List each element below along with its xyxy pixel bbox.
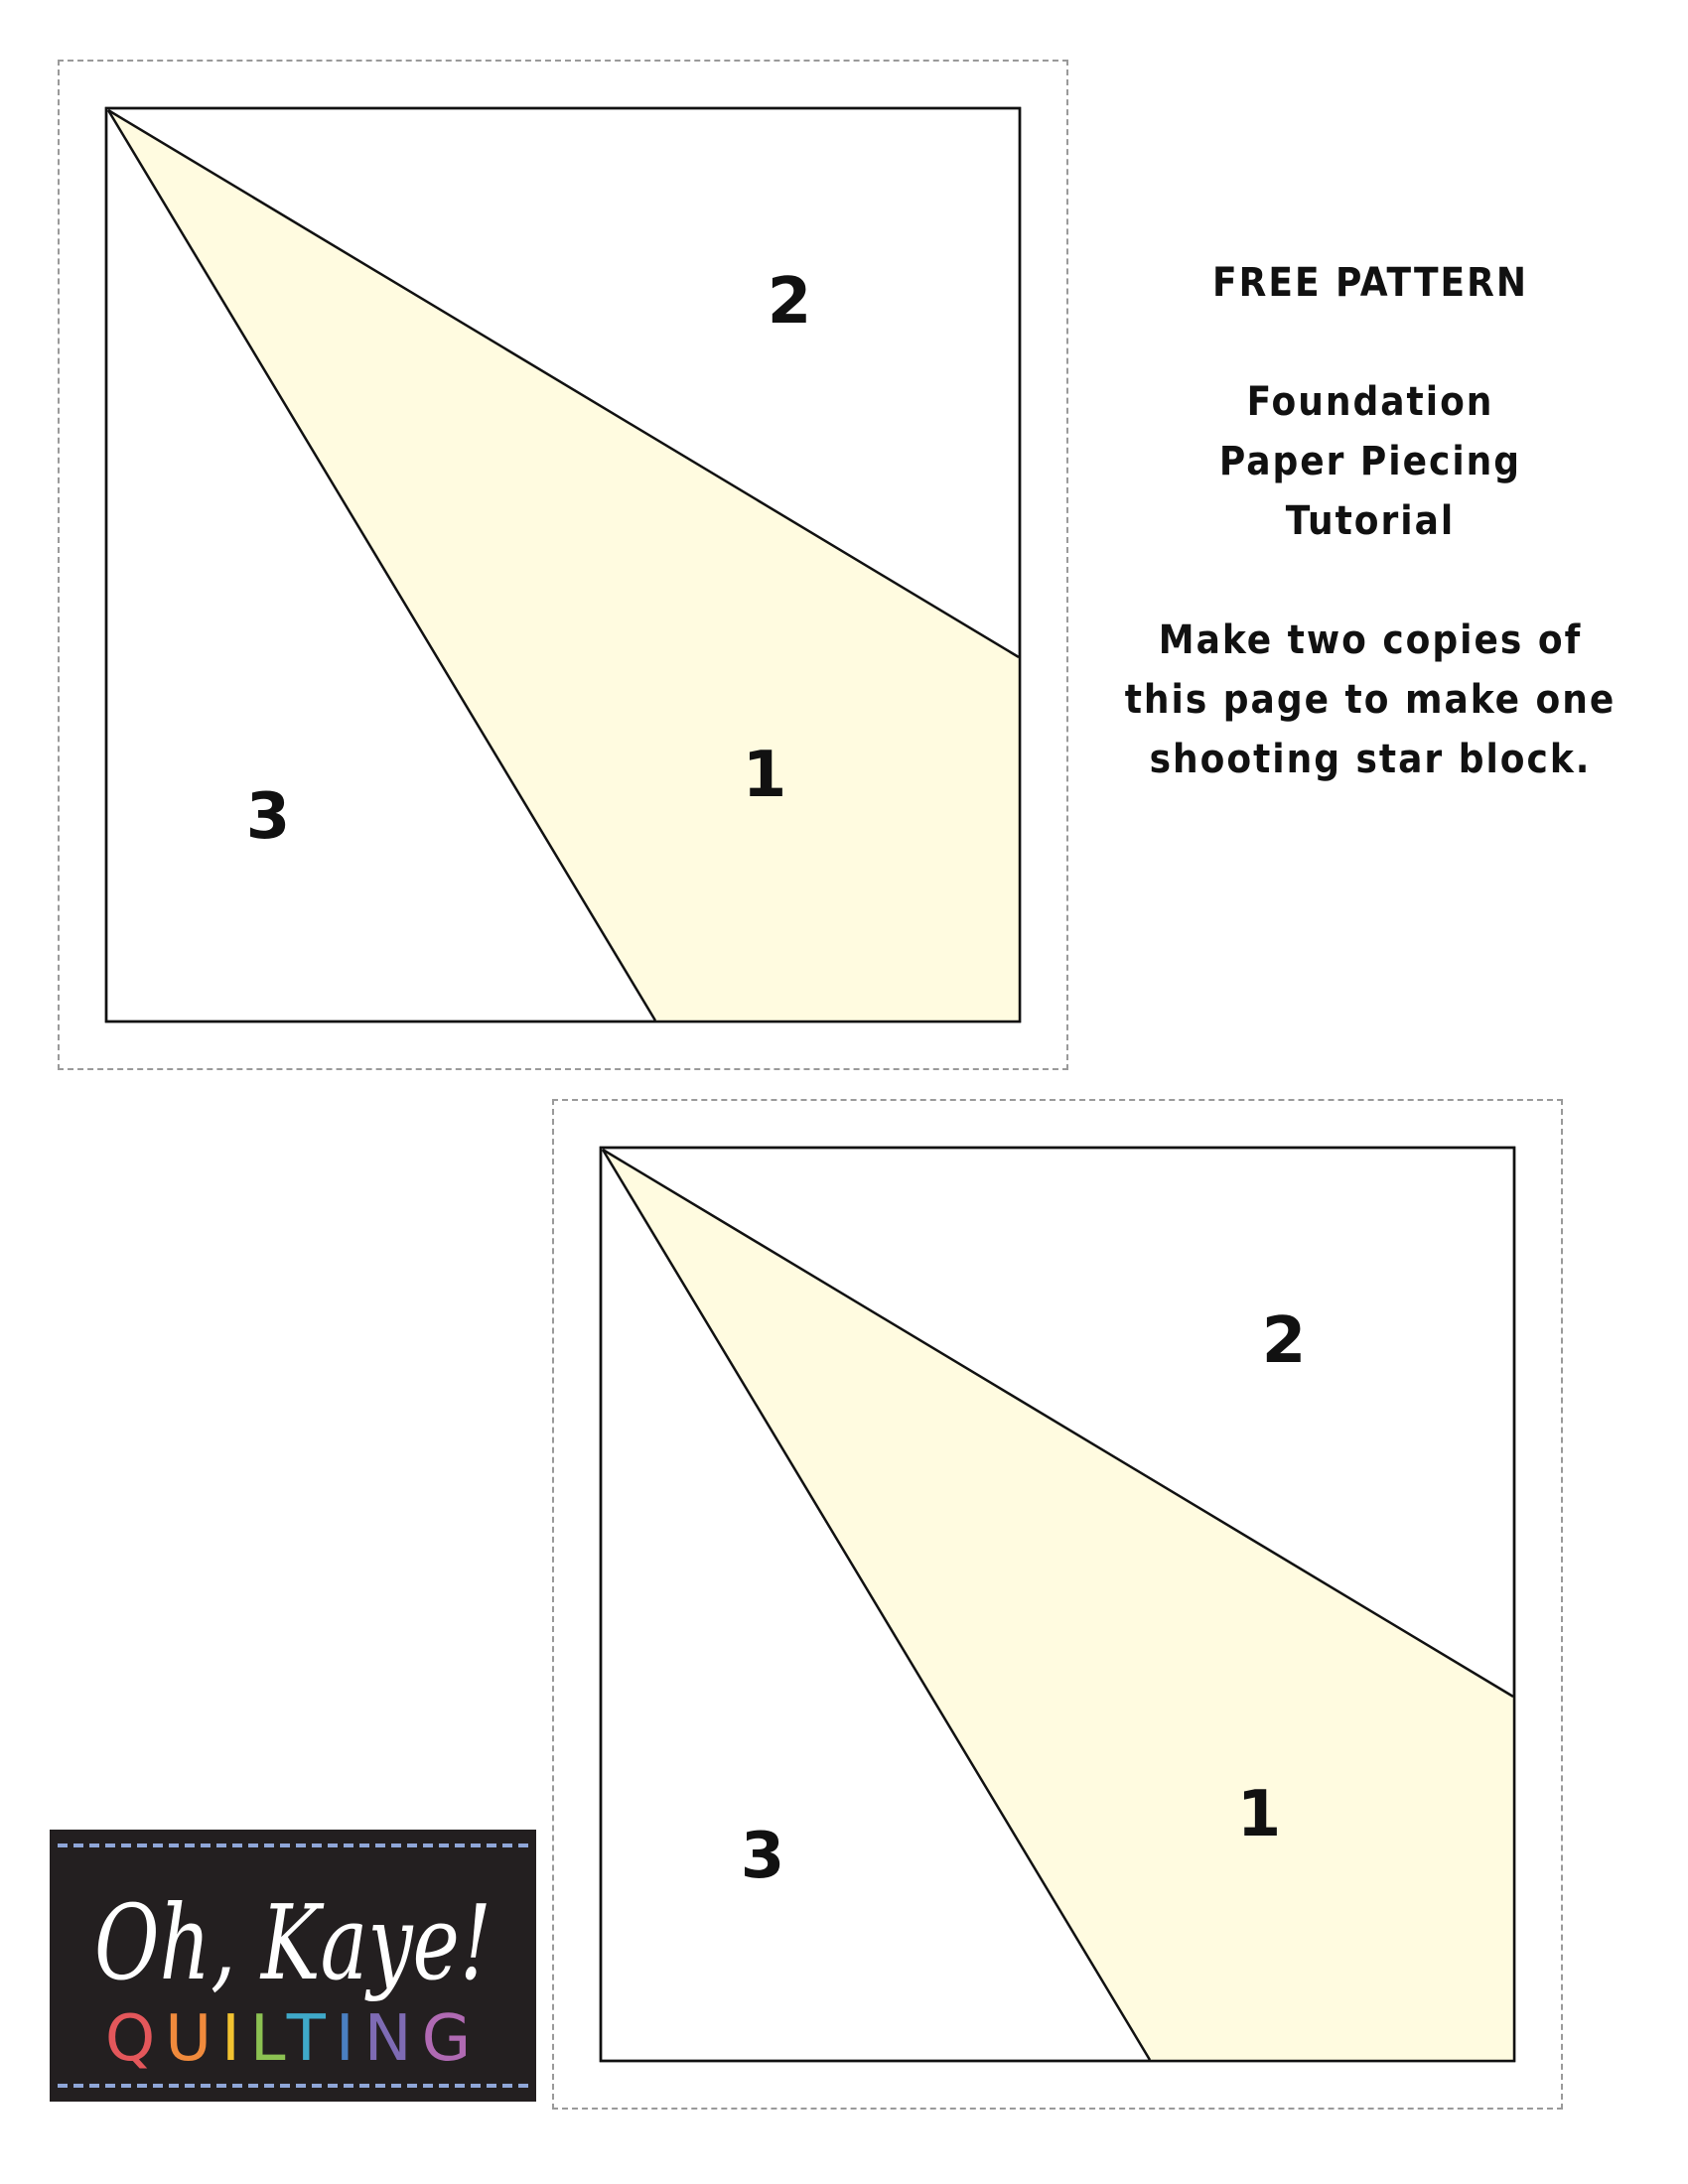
wordmark-letter: U — [165, 2002, 222, 2076]
wordmark-letter: T — [286, 2002, 336, 2076]
info-subtitle-line-3: Tutorial — [1285, 498, 1456, 544]
wordmark-letter: I — [335, 2002, 364, 2076]
wordmark-letter: L — [249, 2002, 287, 2076]
brand-logo — [50, 1830, 536, 2102]
pattern-diagram-top — [60, 62, 1066, 1068]
wordmark-letter: Q — [104, 2002, 166, 2076]
pattern-block-top — [58, 60, 1068, 1070]
info-instructions-line-2: this page to make one — [1124, 677, 1617, 723]
piece-label-1: 1 — [1236, 1778, 1282, 1851]
wordmark-letter: I — [221, 2002, 250, 2076]
piece-label-3: 3 — [740, 1820, 785, 1893]
pattern-info — [1092, 253, 1648, 789]
info-subtitle-line-1: Foundation — [1246, 379, 1494, 425]
piece-label-3: 3 — [245, 780, 291, 854]
wordmark-letter: G — [421, 2002, 482, 2076]
piece-label-1: 1 — [742, 739, 787, 812]
info-instructions-line-3: shooting star block. — [1149, 737, 1592, 782]
wordmark-letter: N — [363, 2002, 422, 2076]
pattern-block-bottom — [552, 1099, 1563, 2110]
logo-wordmark — [105, 2002, 481, 2076]
logo-script-text: Oh, Kaye! — [94, 1882, 492, 2003]
piece-label-2: 2 — [1261, 1304, 1307, 1378]
info-instructions-line-1: Make two copies of — [1158, 617, 1583, 663]
pattern-diagram-bottom — [554, 1101, 1561, 2108]
logo-graphic — [50, 1830, 536, 2102]
info-heading: FREE PATTERN — [1212, 260, 1528, 306]
piece-label-2: 2 — [767, 265, 812, 339]
info-subtitle-line-2: Paper Piecing — [1218, 439, 1522, 484]
